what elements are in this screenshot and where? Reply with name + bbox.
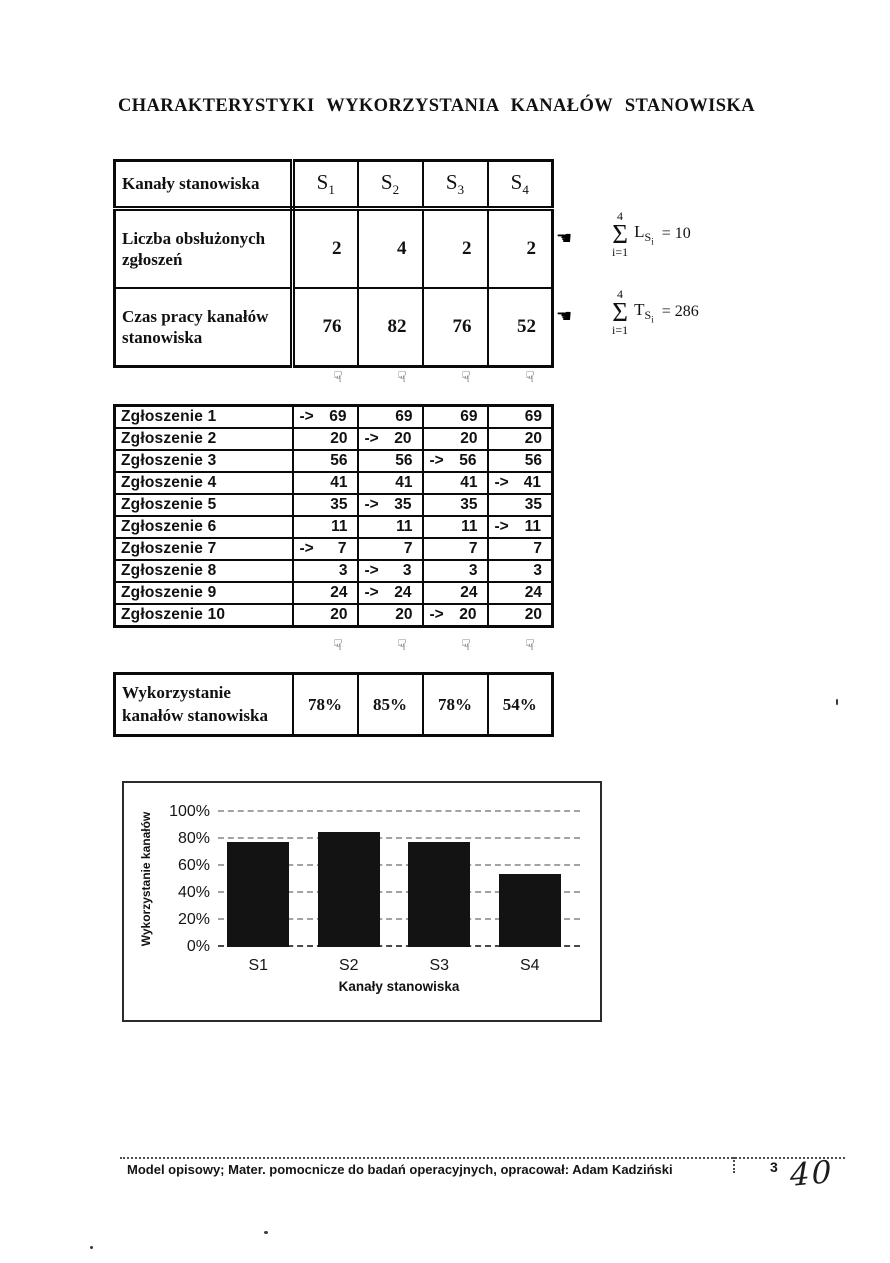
request-value: 35 bbox=[423, 494, 488, 516]
utilization-value: 54% bbox=[488, 674, 553, 736]
request-row-4 bbox=[115, 472, 553, 494]
chart-y-axis-title: Wykorzystanie kanałów bbox=[139, 811, 153, 947]
request-value: 20 bbox=[488, 604, 553, 627]
down-pointing-hand-icon: ☟ bbox=[397, 636, 407, 654]
utilization-table bbox=[113, 672, 554, 737]
down-pointing-hand-icon: ☟ bbox=[525, 636, 535, 654]
request-label: Zgłoszenie 10 bbox=[115, 604, 293, 627]
request-value: 24 bbox=[293, 582, 358, 604]
request-value: 3 bbox=[423, 560, 488, 582]
column-header-S2: $S_2$ bbox=[358, 161, 423, 209]
request-label: Zgłoszenie 8 bbox=[115, 560, 293, 582]
sum-formula-work-time bbox=[612, 288, 699, 336]
request-value: 7 bbox=[337, 540, 347, 557]
request-value: 41 bbox=[523, 474, 541, 491]
request-cell-assigned bbox=[293, 538, 358, 560]
request-value: 11 bbox=[423, 516, 488, 538]
variable-subscript: S bbox=[644, 230, 652, 245]
request-value: 56 bbox=[488, 450, 553, 472]
summary-value: 76 bbox=[293, 288, 358, 367]
assignment-arrow: -> bbox=[364, 562, 379, 579]
request-value: 3 bbox=[293, 560, 358, 582]
request-value: 20 bbox=[423, 428, 488, 450]
sum-variable bbox=[634, 222, 654, 247]
down-pointer-row-2 bbox=[306, 636, 562, 654]
summary-row-1 bbox=[115, 209, 553, 289]
y-tick-label: 80% bbox=[177, 830, 210, 847]
summary-corner-cell: Kanały stanowiska bbox=[115, 161, 293, 209]
down-pointing-hand-icon: ☟ bbox=[397, 368, 407, 386]
y-tick-label: 60% bbox=[177, 857, 210, 874]
assignment-arrow: -> bbox=[364, 496, 379, 513]
utilization-label: Wykorzystanie kanałów stanowiska bbox=[115, 674, 293, 736]
request-value: 20 bbox=[488, 428, 553, 450]
assignment-arrow: -> bbox=[364, 430, 379, 447]
left-pointing-hand-icon: ☚ bbox=[556, 306, 573, 327]
request-value: 35 bbox=[394, 496, 412, 513]
footer-separator bbox=[733, 1157, 735, 1173]
request-row-5 bbox=[115, 494, 553, 516]
request-value: 24 bbox=[488, 582, 553, 604]
request-cell-assigned bbox=[488, 516, 553, 538]
down-pointing-hand-icon: ☟ bbox=[333, 636, 343, 654]
requests-table bbox=[113, 404, 554, 628]
column-header-S1: $S_1$ bbox=[293, 161, 358, 209]
page-number: 3 bbox=[770, 1159, 778, 1175]
x-category-label: S3 bbox=[429, 957, 450, 974]
variable-subsubscript: i bbox=[651, 314, 654, 325]
utilization-row bbox=[115, 674, 553, 736]
down-pointing-hand-icon: ☟ bbox=[525, 368, 535, 386]
y-tick-label: 20% bbox=[177, 911, 210, 928]
assignment-arrow: -> bbox=[494, 518, 509, 535]
request-value: 24 bbox=[423, 582, 488, 604]
assignment-arrow: -> bbox=[429, 606, 444, 623]
summary-row-2 bbox=[115, 288, 553, 367]
sum-result: = 10 bbox=[661, 225, 691, 243]
request-value: 11 bbox=[524, 518, 541, 535]
gridline-80% bbox=[218, 837, 580, 839]
y-tick-label: 40% bbox=[177, 884, 210, 901]
summary-value: 76 bbox=[423, 288, 488, 367]
assignment-arrow: -> bbox=[299, 540, 314, 557]
utilization-value: 85% bbox=[358, 674, 423, 736]
page-title: CHARAKTERYSTYKI WYKORZYSTANIA KANAŁÓW STANOWISKA bbox=[118, 96, 755, 116]
request-value: 56 bbox=[293, 450, 358, 472]
request-cell-assigned bbox=[488, 472, 553, 494]
request-label: Zgłoszenie 3 bbox=[115, 450, 293, 472]
request-label: Zgłoszenie 5 bbox=[115, 494, 293, 516]
variable-letter: L bbox=[634, 221, 645, 241]
x-category-label: S2 bbox=[338, 957, 359, 974]
summary-value: 52 bbox=[488, 288, 553, 367]
request-cell-assigned bbox=[423, 604, 488, 627]
sum-variable bbox=[634, 300, 654, 325]
handwritten-note: 40 bbox=[789, 1154, 834, 1194]
request-value: 56 bbox=[358, 450, 423, 472]
down-pointing-hand-icon: ☟ bbox=[333, 368, 343, 386]
request-value: 69 bbox=[358, 406, 423, 429]
request-row-2 bbox=[115, 428, 553, 450]
request-cell-assigned bbox=[358, 560, 423, 582]
down-pointer-row-1 bbox=[306, 368, 562, 386]
request-row-6 bbox=[115, 516, 553, 538]
request-row-10 bbox=[115, 604, 553, 627]
request-row-8 bbox=[115, 560, 553, 582]
sum-result: = 286 bbox=[661, 303, 699, 321]
request-value: 41 bbox=[423, 472, 488, 494]
request-value: 20 bbox=[394, 430, 412, 447]
request-row-3 bbox=[115, 450, 553, 472]
request-value: 41 bbox=[358, 472, 423, 494]
down-pointing-hand-icon: ☟ bbox=[461, 368, 471, 386]
request-label: Zgłoszenie 7 bbox=[115, 538, 293, 560]
scan-speck bbox=[264, 1231, 268, 1234]
request-row-7 bbox=[115, 538, 553, 560]
request-label: Zgłoszenie 1 bbox=[115, 406, 293, 429]
sigma-symbol: Σ bbox=[612, 219, 628, 249]
request-value: 56 bbox=[459, 452, 477, 469]
bar-S4 bbox=[499, 874, 561, 947]
request-value: 11 bbox=[358, 516, 423, 538]
chart-x-axis-title: Kanały stanowiska bbox=[338, 979, 460, 994]
request-row-9 bbox=[115, 582, 553, 604]
scan-speck bbox=[90, 1246, 93, 1249]
request-label: Zgłoszenie 9 bbox=[115, 582, 293, 604]
request-value: 20 bbox=[358, 604, 423, 627]
sigma-with-limits bbox=[612, 210, 628, 258]
sum-upper-limit: 4 bbox=[617, 209, 624, 223]
utilization-value: 78% bbox=[423, 674, 488, 736]
x-category-label: S4 bbox=[519, 957, 540, 974]
request-cell-assigned bbox=[358, 494, 423, 516]
sigma-symbol: Σ bbox=[612, 297, 628, 327]
chart-plot-area bbox=[218, 812, 580, 947]
down-pointing-hand-icon: ☟ bbox=[461, 636, 471, 654]
request-value: 3 bbox=[488, 560, 553, 582]
summary-value: 2 bbox=[423, 209, 488, 289]
variable-subscript: S bbox=[644, 308, 652, 323]
sum-formula-served-requests bbox=[612, 210, 691, 258]
utilization-value: 78% bbox=[293, 674, 358, 736]
assignment-arrow: -> bbox=[494, 474, 509, 491]
summary-value: 2 bbox=[488, 209, 553, 289]
footer-dotted-rule bbox=[120, 1157, 845, 1159]
y-tick-label: 100% bbox=[169, 803, 210, 820]
sum-lower-limit: i=1 bbox=[612, 323, 629, 338]
summary-row-label: Czas pracy kanałów stanowiska bbox=[115, 288, 293, 367]
request-value: 20 bbox=[293, 604, 358, 627]
request-label: Zgłoszenie 6 bbox=[115, 516, 293, 538]
request-label: Zgłoszenie 2 bbox=[115, 428, 293, 450]
summary-value: 82 bbox=[358, 288, 423, 367]
bar-S3 bbox=[408, 842, 470, 947]
request-cell-assigned bbox=[293, 406, 358, 429]
request-value: 11 bbox=[293, 516, 358, 538]
variable-letter: T bbox=[634, 299, 645, 319]
summary-header-row bbox=[115, 161, 553, 209]
assignment-arrow: -> bbox=[364, 584, 379, 601]
x-category-label: S1 bbox=[248, 957, 269, 974]
sum-upper-limit: 4 bbox=[617, 287, 624, 301]
column-header-S3: $S_3$ bbox=[423, 161, 488, 209]
request-value: 69 bbox=[423, 406, 488, 429]
request-label: Zgłoszenie 4 bbox=[115, 472, 293, 494]
request-value: 3 bbox=[402, 562, 412, 579]
variable-subsubscript: i bbox=[651, 236, 654, 247]
request-value: 24 bbox=[394, 584, 412, 601]
bar-chart bbox=[122, 781, 602, 1022]
request-value: 69 bbox=[488, 406, 553, 429]
request-cell-assigned bbox=[358, 428, 423, 450]
gridline-100% bbox=[218, 810, 580, 812]
request-value: 20 bbox=[293, 428, 358, 450]
y-tick-label: 0% bbox=[186, 938, 210, 955]
footer-text: Model opisowy; Mater. pomocnicze do badań operacyjnych, opracował: Adam Kadziński bbox=[127, 1162, 673, 1177]
request-value: 35 bbox=[488, 494, 553, 516]
request-value: 41 bbox=[293, 472, 358, 494]
bar-S2 bbox=[318, 832, 380, 947]
summary-row-label: Liczba obsłużonych zgłoszeń bbox=[115, 209, 293, 289]
assignment-arrow: -> bbox=[299, 408, 314, 425]
request-value: 7 bbox=[488, 538, 553, 560]
request-cell-assigned bbox=[423, 450, 488, 472]
request-row-1 bbox=[115, 406, 553, 429]
sigma-with-limits bbox=[612, 288, 628, 336]
request-value: 7 bbox=[358, 538, 423, 560]
request-value: 20 bbox=[459, 606, 477, 623]
request-cell-assigned bbox=[358, 582, 423, 604]
column-header-S4: $S_4$ bbox=[488, 161, 553, 209]
summary-value: 4 bbox=[358, 209, 423, 289]
bar-S1 bbox=[227, 842, 289, 947]
sum-lower-limit: i=1 bbox=[612, 245, 629, 260]
request-value: 69 bbox=[329, 408, 347, 425]
summary-value: 2 bbox=[293, 209, 358, 289]
request-value: 7 bbox=[423, 538, 488, 560]
left-pointing-hand-icon: ☚ bbox=[556, 228, 573, 249]
summary-table bbox=[113, 159, 554, 368]
assignment-arrow: -> bbox=[429, 452, 444, 469]
request-value: 35 bbox=[293, 494, 358, 516]
scan-speck bbox=[836, 699, 838, 705]
